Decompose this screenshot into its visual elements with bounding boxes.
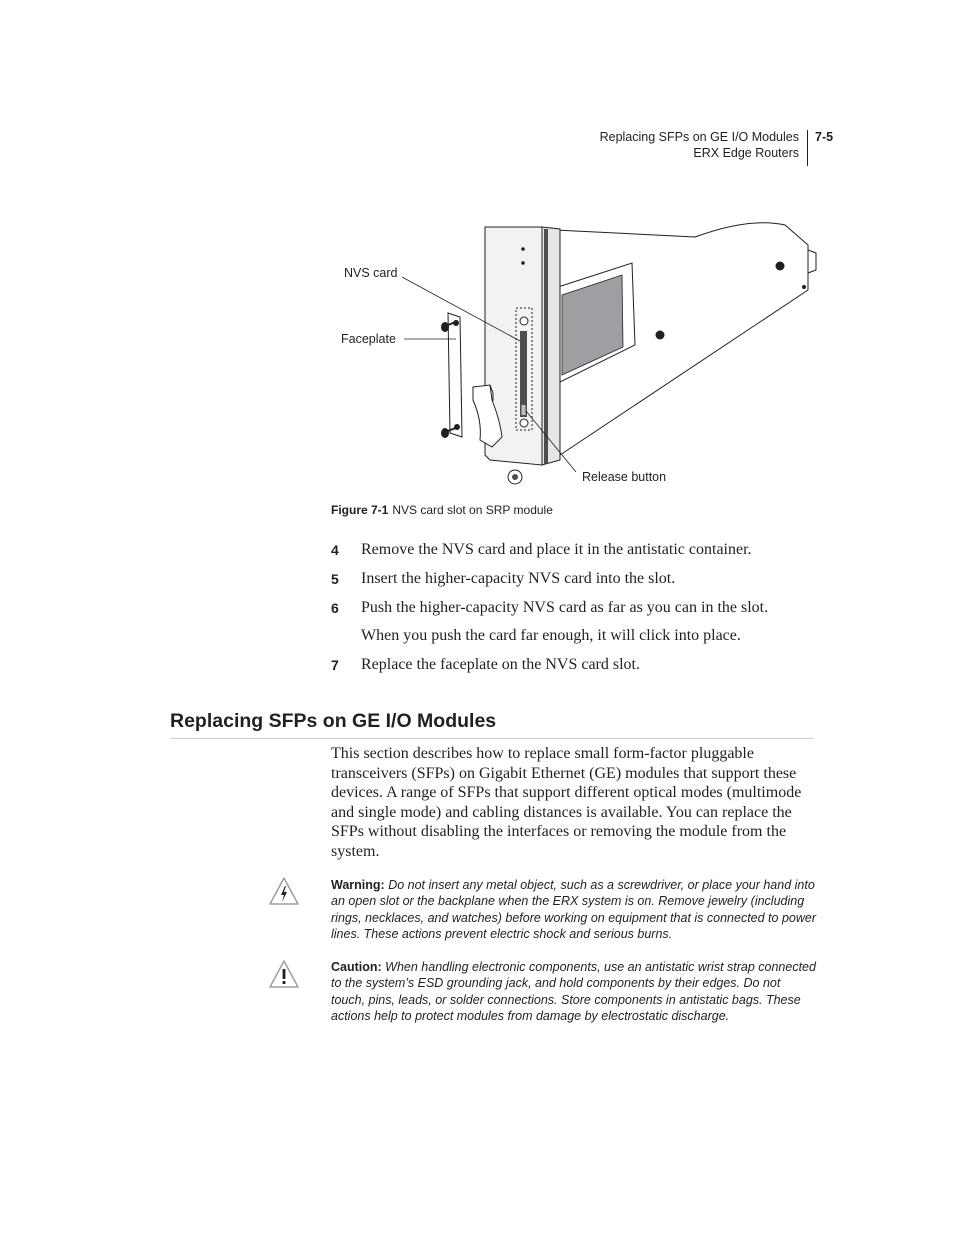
callout-release-button: Release button — [582, 470, 667, 484]
step-number: 4 — [331, 542, 339, 558]
warning-text: Do not insert any metal object, such as a screwdriver, or place your hand into an open slot or the backplane when the ERX system is on. Remove jewelry (including rings, necklaces, and watches) before working on equipment that is connected to power lines. These actions prevent electric shock and serious burns. — [331, 878, 816, 941]
board-edge-dark — [544, 229, 548, 464]
slot-screw-hole-icon — [520, 317, 528, 325]
running-header-product: ERX Edge Routers — [693, 145, 799, 160]
slot-screw-hole-icon — [520, 419, 528, 427]
step-number: 6 — [331, 600, 339, 616]
caution-text: When handling electronic components, use an antistatic wrist strap connected to the system’s ESD grounding jack, and hold components by their edges. Do not touch, pins, leads, or solder connections. Store components in antistatic bags. These actions help to protect modules from damage by electrostatic discharge. — [331, 960, 816, 1023]
page-number: 7-5 — [815, 130, 834, 144]
section-heading-rule — [170, 738, 814, 739]
board-screw-icon — [656, 331, 665, 340]
step-text: Replace the faceplate on the NVS card slot. — [361, 656, 640, 673]
step-text: Insert the higher-capacity NVS card into the slot. — [361, 570, 676, 587]
step-number: 7 — [331, 657, 339, 673]
faceplate-cover — [448, 313, 462, 437]
nvs-card — [520, 331, 527, 417]
figure-caption-text: NVS card slot on SRP module — [392, 503, 553, 517]
warning-label: Warning: — [331, 878, 385, 892]
faceplate-screw-head-icon — [441, 322, 449, 332]
callout-nvs-card: NVS card — [344, 266, 398, 280]
caution-text-block — [331, 959, 816, 1024]
figure-nvs-slot — [330, 215, 820, 500]
step-text: Push the higher-capacity NVS card as far as you can in the slot. — [361, 599, 769, 616]
step-6-note: When you push the card far enough, it will click into place. — [361, 627, 741, 644]
release-button-shape — [522, 405, 526, 415]
figure-caption — [331, 503, 553, 517]
warning-text-block — [331, 877, 816, 942]
srp-module-illustration — [330, 215, 820, 500]
step-text: Remove the NVS card and place it in the antistatic container. — [361, 541, 752, 558]
callout-faceplate: Faceplate — [341, 332, 396, 346]
thumbscrew-center-icon — [512, 474, 518, 480]
running-header-chapter: Replacing SFPs on GE I/O Modules — [599, 130, 799, 144]
header-divider — [807, 130, 808, 166]
caution-label: Caution: — [331, 960, 382, 974]
section-heading: Replacing SFPs on GE I/O Modules — [170, 710, 497, 732]
step-number: 5 — [331, 571, 339, 587]
board-screw-icon — [802, 285, 806, 289]
running-header — [600, 130, 799, 161]
board-connector — [808, 250, 816, 273]
figure-caption-label: Figure 7-1 — [331, 503, 389, 517]
board-screw-icon — [776, 262, 785, 271]
section-paragraph: This section describes how to replace small form-factor pluggable transceivers (SFPs) on Gigabit Ethernet (GE) modules that support these devices. A range of SFPs that support different optical modes (multimode and single mode) and cabling distances is available. You can replace the SFPs without disabling the interfaces or removing the module from the system. — [331, 745, 802, 860]
panel-dot-icon — [521, 247, 525, 251]
faceplate-screw-head-icon — [441, 428, 449, 438]
lightning-warning-icon — [268, 876, 300, 906]
panel-dot-icon — [521, 261, 525, 265]
exclamation-caution-icon — [268, 959, 300, 989]
